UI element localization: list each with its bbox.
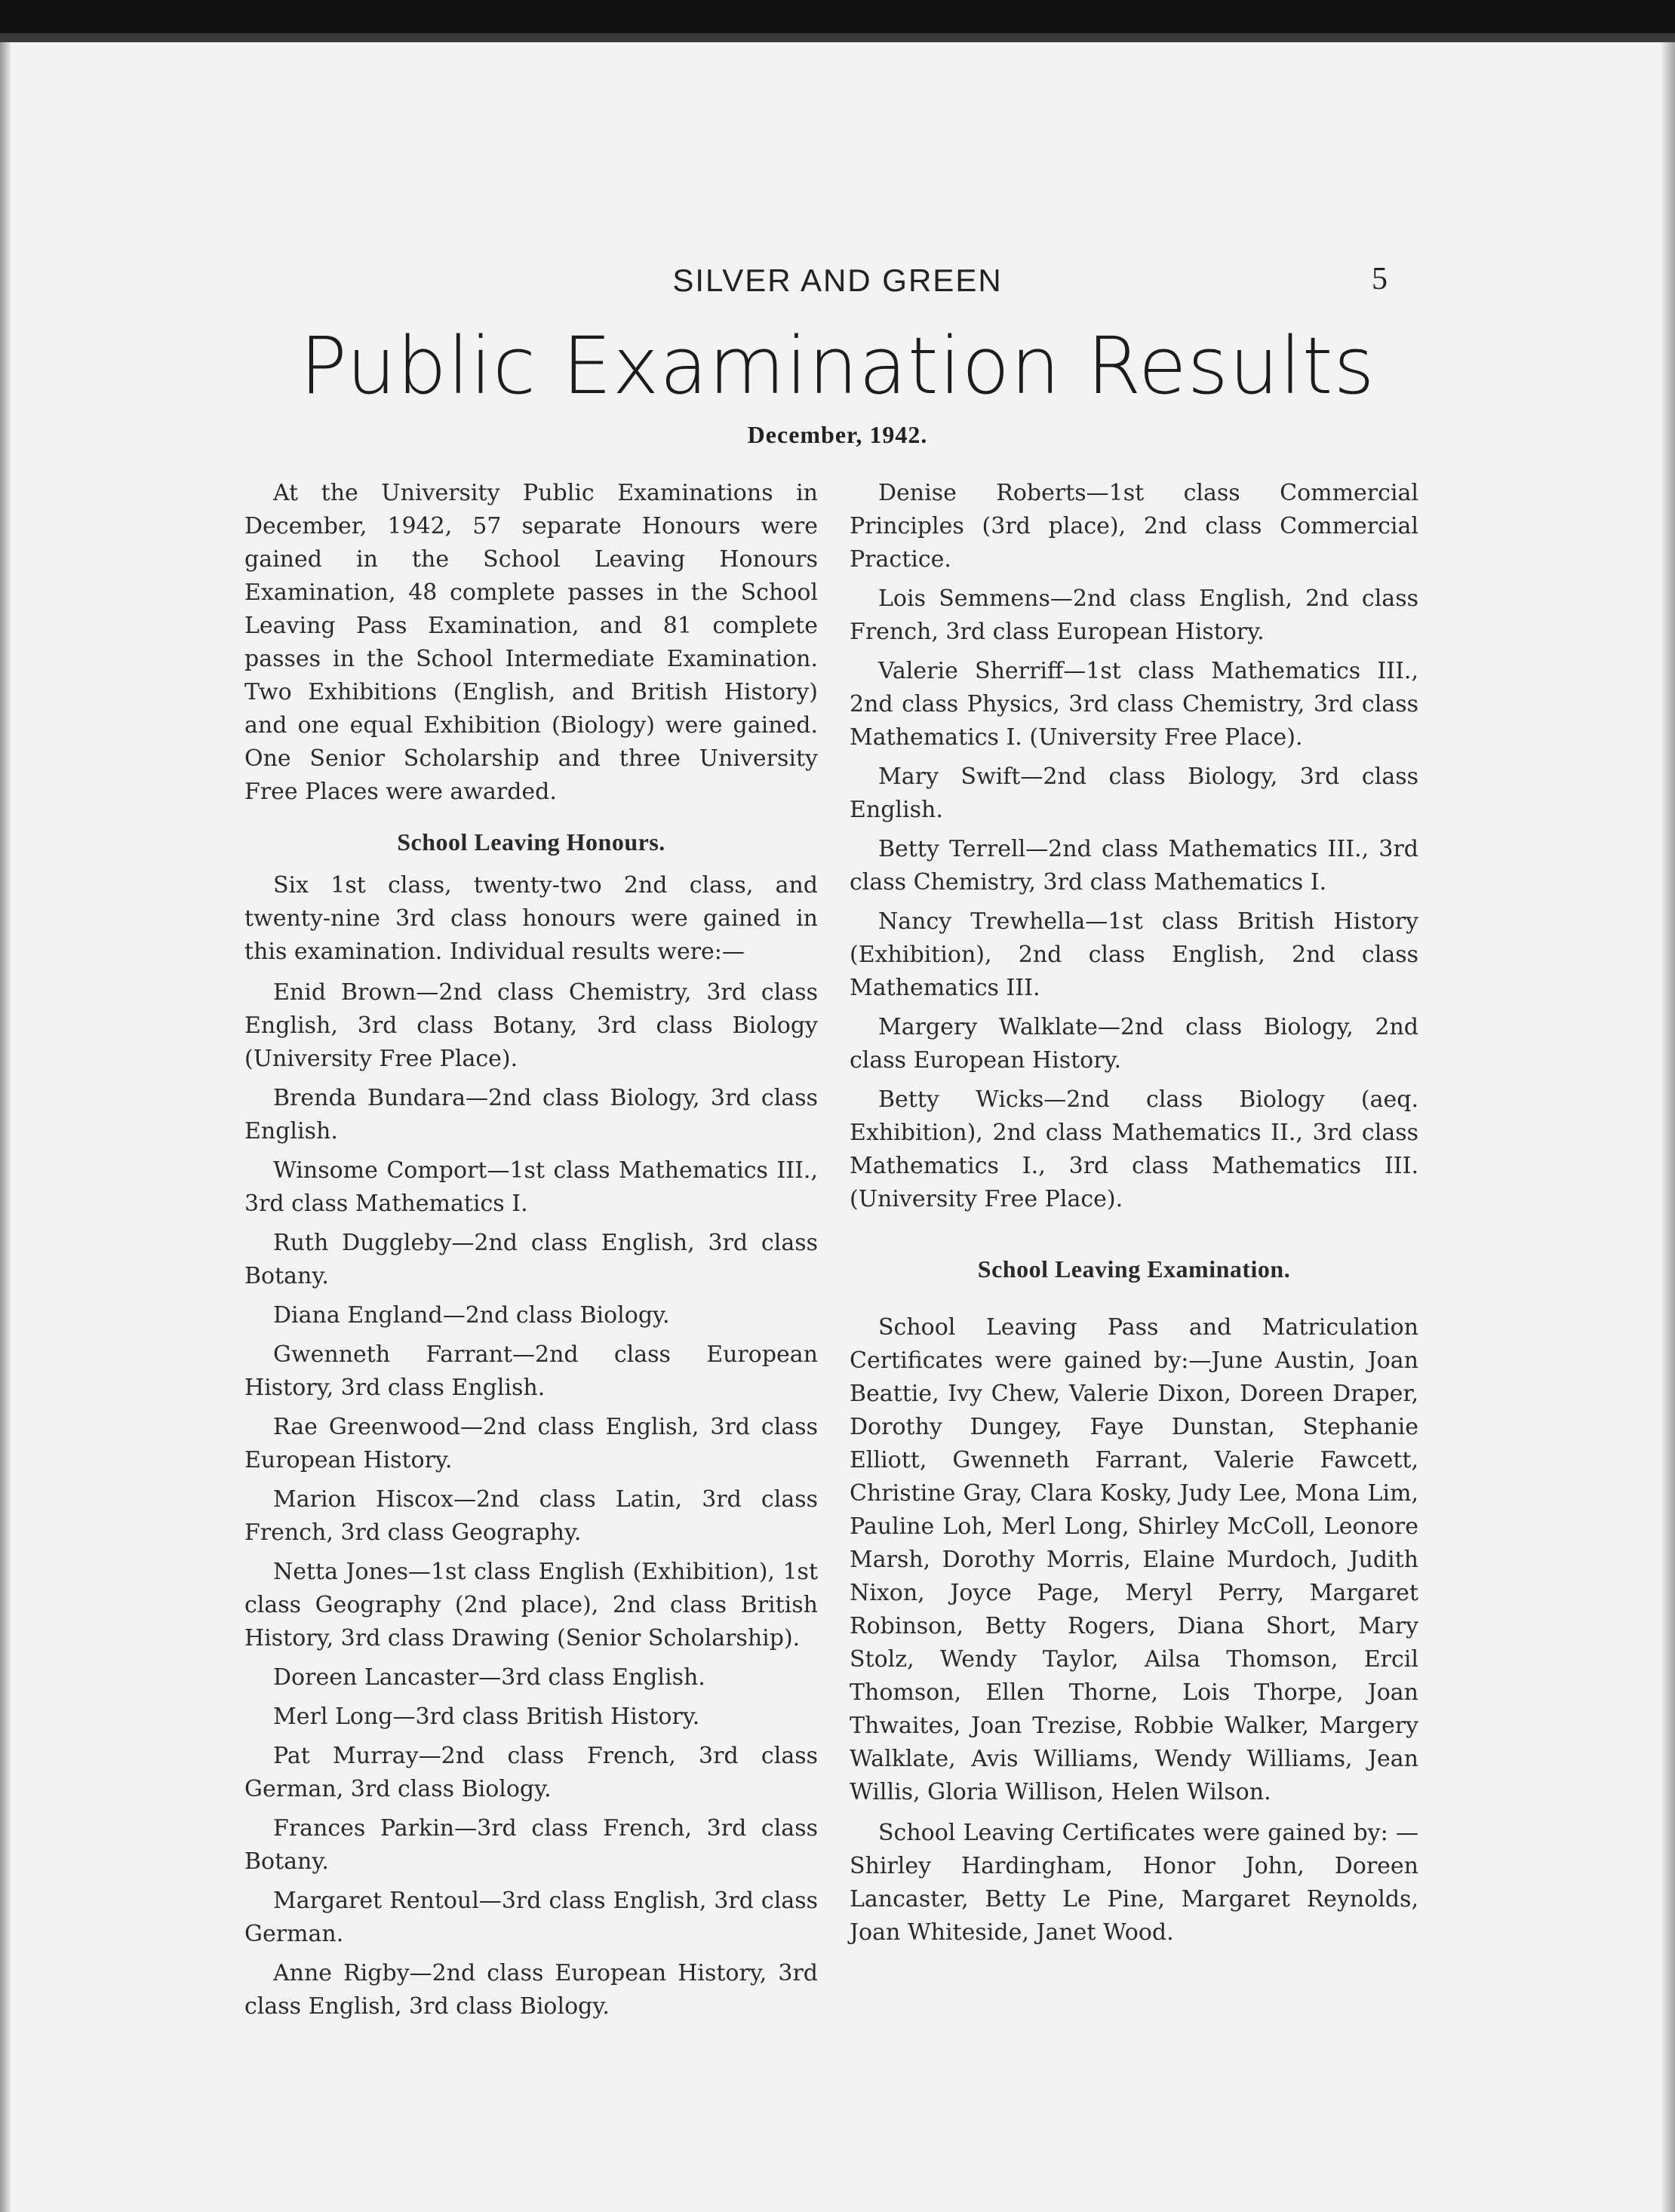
- result-entry: Frances Parkin—3rd class French, 3rd class Botany.: [244, 1815, 818, 1875]
- right-column: [850, 477, 1418, 1957]
- result-entry: Diana England—2nd class Biology.: [273, 1302, 670, 1329]
- leaving-exam-heading: School Leaving Examination.: [977, 1255, 1291, 1283]
- result-entry: Pat Murray—2nd class French, 3rd class German, 3rd class Biology.: [244, 1743, 818, 1802]
- pass-certificates-paragraph: School Leaving Pass and Matriculation Certificates were gained by:—June Austin, Joan Beattie, Ivy Chew, Valerie Dixon, Doreen Draper, Dorothy Dungey, Faye Dunstan, Stephanie Elliott, Gwenneth Farrant, Valerie Fawcett, Christine Gray, Clara Kosky, Judy Lee, Mona Lim, Pauline Loh, Merl Long, Shirley McColl, Leonore Marsh, Dorothy Morris, Elaine Murdoch, Judith Nixon, Joyce Page, Meryl Perry, Margaret Robinson, Betty Rogers, Diana Short, Mary Stolz, Wendy Taylor, Ailsa Thomson, Ercil Thomson, Ellen Thorne, Lois Thorpe, Joan Thwaites, Joan Trezise, Robbie Walker, Margery Walklate, Avis Williams, Wendy Williams, Jean Willis, Gloria Willison, Helen Wilson.: [850, 1314, 1418, 1805]
- result-entry: Winsome Comport—1st class Mathematics III., 3rd class Mathematics I.: [244, 1157, 818, 1217]
- result-entry: Lois Semmens—2nd class English, 2nd class French, 3rd class European History.: [850, 585, 1418, 645]
- result-entry: Gwenneth Farrant—2nd class European History, 3rd class English.: [244, 1341, 818, 1401]
- result-entry: Margery Walklate—2nd class Biology, 2nd class European History.: [850, 1014, 1418, 1074]
- left-column: [244, 477, 818, 2029]
- result-entry: Anne Rigby—2nd class European History, 3rd class English, 3rd class Biology.: [244, 1960, 818, 2020]
- result-entry: Betty Wicks—2nd class Biology (aeq. Exhibition), 2nd class Mathematics II., 3rd class Mathematics I., 3rd class Mathematics III. (University Free Place).: [850, 1086, 1418, 1212]
- result-entry: Doreen Lancaster—3rd class English.: [273, 1664, 705, 1691]
- result-entry: Mary Swift—2nd class Biology, 3rd class English.: [850, 763, 1418, 823]
- page-title: Public Examination Results: [300, 320, 1375, 412]
- leaving-certificates-paragraph: School Leaving Certificates were gained by: —Shirley Hardingham, Honor John, Doreen Lancaster, Betty Le Pine, Margaret Reynolds, Joan Whiteside, Janet Wood.: [850, 1820, 1418, 1946]
- result-entry: Brenda Bundara—2nd class Biology, 3rd class English.: [244, 1085, 818, 1144]
- result-entry: Betty Terrell—2nd class Mathematics III., 3rd class Chemistry, 3rd class Mathematics I.: [850, 836, 1418, 896]
- result-entry: Marion Hiscox—2nd class Latin, 3rd class French, 3rd class Geography.: [244, 1486, 818, 1546]
- result-entry: Margaret Rentoul—3rd class English, 3rd class German.: [244, 1888, 818, 1947]
- result-entry: Rae Greenwood—2nd class English, 3rd class European History.: [244, 1414, 818, 1473]
- result-entry: Nancy Trewhella—1st class British History (Exhibition), 2nd class English, 2nd class Mathematics III.: [850, 908, 1418, 1001]
- scan-top-border-inner: [0, 33, 1675, 42]
- result-entry: Netta Jones—1st class English (Exhibition), 1st class Geography (2nd place), 2nd class British History, 3rd class Drawing (Senior Scholarship).: [244, 1559, 818, 1651]
- honours-heading: School Leaving Honours.: [397, 828, 665, 856]
- result-entry: Denise Roberts—1st class Commercial Principles (3rd place), 2nd class Commercial Practice.: [850, 480, 1418, 573]
- result-entry: Enid Brown—2nd class Chemistry, 3rd class English, 3rd class Botany, 3rd class Biology (University Free Place).: [244, 979, 818, 1072]
- result-entry: Ruth Duggleby—2nd class English, 3rd class Botany.: [244, 1230, 818, 1289]
- result-entry: Merl Long—3rd class British History.: [273, 1704, 700, 1730]
- result-entry: Valerie Sherriff—1st class Mathematics III., 2nd class Physics, 3rd class Chemistry, 3rd class Mathematics I. (University Free Place).: [850, 658, 1418, 751]
- honours-summary: Six 1st class, twenty-two 2nd class, and twenty-nine 3rd class honours were gained in this examination. Individual results were:—: [244, 872, 818, 965]
- scan-top-border: [0, 0, 1675, 42]
- date-line: December, 1942.: [747, 421, 928, 448]
- page-number: 5: [1372, 262, 1388, 296]
- running-head: SILVER AND GREEN: [672, 263, 1003, 298]
- intro-paragraph: At the University Public Examinations in December, 1942, 57 separate Honours were gained in the School Leaving Honours Examination, 48 complete passes in the School Leaving Pass Examination, and 81 complete passes in the School Intermediate Examination. Two Exhibitions (English, and British History) and one equal Exhibition (Biology) were gained. One Senior Scholarship and three University Free Places were awarded.: [244, 480, 818, 805]
